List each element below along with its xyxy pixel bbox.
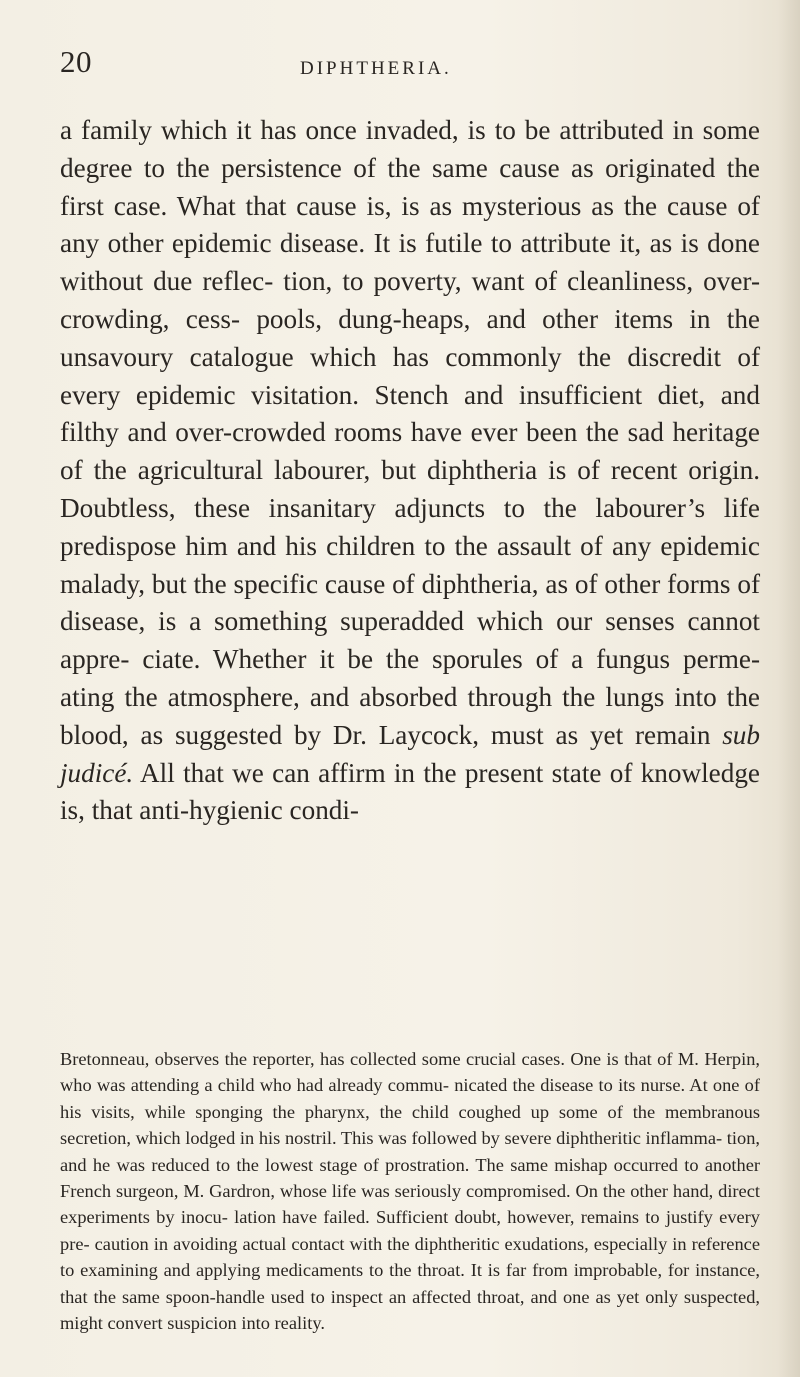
- running-head: DIPHTHERIA.: [300, 58, 452, 79]
- page-header: [60, 44, 760, 86]
- main-text-part-2: All that we can affirm in the present state of knowledge is, that anti-hygienic condi-: [60, 757, 760, 826]
- page-number: 20: [60, 44, 92, 79]
- main-text-part-1: a family which it has once invaded, is to be attributed in some degree to the persistence of the same cause as originated the first case. What that cause is, is as mysterious as the cause of any other epidemic disease. It is futile to attribute it, as is done without due reflec- tion, to poverty, want of cleanliness, over-crowding, cess- pools, dung-heaps, and other items in the unsavoury catalogue which has commonly the discredit of every epidemic visitation. Stench and insufficient diet, and filthy and over-crowded rooms have ever been the sad heritage of the agricultural labourer, but diphtheria is of recent origin. Doubtless, these insanitary adjuncts to the labourer’s life predispose him and his children to the assault of any epidemic malady, but the specific cause of diphtheria, as of other forms of disease, is a something superadded which our senses cannot appre- ciate. Whether it be the sporules of a fungus perme- ating the atmosphere, and absorbed through the lungs into the blood, as suggested by Dr. Laycock, must as yet remain: [60, 115, 760, 750]
- italic-phrase: sub judicé.: [60, 719, 760, 788]
- main-paragraph: [60, 112, 760, 830]
- footnote: Bretonneau, observes the reporter, has collected some crucial cases. One is that of M. Herpin, who was attending a child who had already commu- nicated the disease to its nurse. At one of his visits, while sponging the pharynx, the child coughed up some of the membranous secretion, which lodged in his nostril. This was followed by severe diphtheritic inflamma- tion, and he was reduced to the lowest stage of prostration. The same mishap occurred to another French surgeon, M. Gardron, whose life was seriously compromised. On the other hand, direct experiments by inocu- lation have failed. Sufficient doubt, however, remains to justify every pre- caution in avoiding actual contact with the diphtheritic exudations, especially in reference to examining and applying medicaments to the throat. It is far from improbable, for instance, that the same spoon-handle used to inspect an affected throat, and one as yet only suspected, might convert suspicion into reality.: [60, 1049, 760, 1334]
- page-edge-shadow: [778, 0, 800, 1377]
